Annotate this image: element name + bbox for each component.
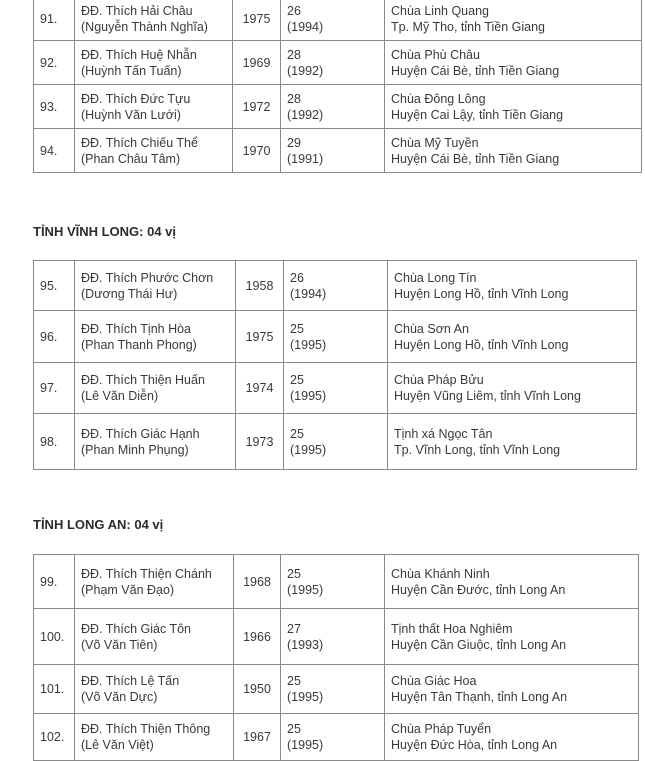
ordination-cell (281, 665, 385, 714)
birth-name: (Lê Văn Diễn) (81, 389, 159, 403)
temple-location: Tp. Mỹ Tho, tỉnh Tiền Giang (391, 19, 546, 34)
monk-name-cell (75, 311, 236, 363)
tien-giang-table (33, 0, 642, 173)
temple-location: Huyện Cái Bè, tỉnh Tiền Giang (391, 151, 560, 166)
age: 25 (287, 722, 301, 736)
row-number: 91. (34, 0, 75, 41)
vinh-long-heading: TỈNH VĨNH LONG: 04 vị (33, 224, 177, 239)
age: 28 (287, 47, 301, 62)
temple-cell (385, 85, 642, 129)
age: 25 (287, 566, 301, 581)
age: 29 (287, 135, 301, 150)
temple-name: Tịnh thất Hoa Nghiêm (391, 621, 513, 636)
ordination-year: (1993) (287, 637, 324, 652)
table-row (34, 129, 642, 173)
birth-name: (Phan Châu Tâm) (81, 151, 181, 166)
temple-location: Huyện Cần Giuộc, tỉnh Long An (391, 637, 567, 652)
dharma-name: ĐĐ. Thích Tịnh Hòa (81, 321, 192, 336)
dharma-name: ĐĐ. Thích Thiện Thông (81, 722, 211, 736)
row-number: 97. (34, 363, 75, 414)
table-row (34, 555, 639, 609)
birth-year: 1975 (236, 311, 284, 363)
temple-cell (388, 261, 637, 311)
birth-name: (Phan Minh Phụng) (81, 442, 189, 457)
temple-location: Huyện Cai Lậy, tỉnh Tiền Giang (391, 107, 564, 122)
age: 25 (290, 373, 304, 387)
row-number: 92. (34, 41, 75, 85)
ordination-year: (1994) (290, 286, 327, 301)
temple-cell (388, 414, 637, 470)
ordination-cell (284, 261, 388, 311)
row-number: 98. (34, 414, 75, 470)
ordination-cell (281, 0, 385, 41)
monk-name-cell (75, 0, 233, 41)
table-row (34, 41, 642, 85)
temple-cell (385, 129, 642, 173)
table-row (34, 665, 639, 714)
dharma-name: ĐĐ. Thích Hải Châu (81, 3, 193, 18)
row-number: 94. (34, 129, 75, 173)
birth-year: 1970 (233, 129, 281, 173)
temple-name: Chùa Đông Lông (391, 91, 486, 106)
row-number: 95. (34, 261, 75, 311)
ordination-year: (1995) (290, 389, 327, 403)
birth-year: 1967 (234, 714, 281, 761)
row-number: 101. (34, 665, 75, 714)
ordination-year: (1995) (290, 442, 327, 457)
table-row (34, 714, 639, 761)
birth-name: (Võ Văn Dực) (81, 690, 158, 704)
dharma-name: ĐĐ. Thích Giác Hạnh (81, 426, 200, 441)
birth-year: 1969 (233, 41, 281, 85)
ordination-year: (1992) (287, 63, 324, 78)
birth-name: (Phan Thanh Phong) (81, 337, 197, 352)
birth-name: (Huỳnh Văn Lưới) (81, 107, 181, 122)
ordination-cell (281, 609, 385, 665)
monk-name-cell (75, 609, 234, 665)
temple-location: Huyện Cái Bè, tỉnh Tiền Giang (391, 63, 560, 78)
dharma-name: ĐĐ. Thích Lệ Tấn (81, 674, 180, 688)
temple-name: Chùa Giác Hoa (391, 674, 477, 688)
table-row (34, 414, 637, 470)
temple-name: Tịnh xá Ngọc Tân (394, 426, 493, 441)
age: 27 (287, 621, 301, 636)
age: 28 (287, 91, 301, 106)
ordination-cell (284, 311, 388, 363)
ordination-cell (281, 555, 385, 609)
monk-name-cell (75, 363, 236, 414)
temple-location: Huyện Long Hồ, tỉnh Vĩnh Long (394, 286, 569, 301)
age: 26 (287, 3, 301, 18)
birth-name: (Võ Văn Tiên) (81, 637, 158, 652)
birth-year: 1973 (236, 414, 284, 470)
ordination-year: (1995) (290, 337, 327, 352)
table-row (34, 311, 637, 363)
temple-cell (385, 555, 639, 609)
temple-name: Chùa Long Tín (394, 270, 477, 285)
temple-cell (385, 714, 639, 761)
temple-name: Chùa Sơn An (394, 321, 469, 336)
temple-location: Huyện Vũng Liêm, tỉnh Vĩnh Long (394, 389, 581, 403)
monk-name-cell (75, 41, 233, 85)
ordination-cell (281, 85, 385, 129)
ordination-year: (1992) (287, 107, 324, 122)
temple-location: Huyện Long Hồ, tỉnh Vĩnh Long (394, 337, 569, 352)
vinh-long-table (33, 260, 637, 470)
row-number: 100. (34, 609, 75, 665)
ordination-year: (1995) (287, 738, 324, 752)
ordination-cell (281, 714, 385, 761)
dharma-name: ĐĐ. Thích Giác Tôn (81, 621, 191, 636)
dharma-name: ĐĐ. Thích Thiện Huấn (81, 373, 205, 387)
temple-cell (385, 0, 642, 41)
temple-cell (385, 41, 642, 85)
age: 25 (290, 426, 304, 441)
temple-cell (388, 311, 637, 363)
ordination-year: (1991) (287, 151, 324, 166)
birth-year: 1950 (234, 665, 281, 714)
ordination-year: (1995) (287, 690, 324, 704)
table-row (34, 609, 639, 665)
dharma-name: ĐĐ. Thích Huệ Nhẫn (81, 47, 197, 62)
temple-name: Chùa Mỹ Tuyền (391, 135, 479, 150)
birth-year: 1972 (233, 85, 281, 129)
monk-name-cell (75, 714, 234, 761)
temple-location: Huyện Đức Hòa, tỉnh Long An (391, 738, 558, 752)
monk-name-cell (75, 85, 233, 129)
birth-year: 1966 (234, 609, 281, 665)
monk-name-cell (75, 555, 234, 609)
birth-year: 1968 (234, 555, 281, 609)
long-an-heading: TỈNH LONG AN: 04 vị (33, 517, 164, 532)
temple-location: Huyện Tân Thạnh, tỉnh Long An (391, 690, 568, 704)
age: 25 (287, 674, 301, 688)
row-number: 102. (34, 714, 75, 761)
temple-cell (385, 665, 639, 714)
ordination-cell (281, 129, 385, 173)
birth-name: (Lê Văn Việt) (81, 738, 154, 752)
monk-name-cell (75, 665, 234, 714)
birth-name: (Dương Thái Hư) (81, 286, 178, 301)
temple-cell (385, 609, 639, 665)
temple-name: Chùa Phù Châu (391, 47, 480, 62)
birth-name: (Huỳnh Tấn Tuấn) (81, 63, 182, 78)
temple-name: Chùa Pháp Bửu (394, 373, 484, 387)
dharma-name: ĐĐ. Thích Thiện Chánh (81, 566, 212, 581)
row-number: 99. (34, 555, 75, 609)
temple-cell (388, 363, 637, 414)
birth-name: (Nguyễn Thành Nghĩa) (81, 19, 208, 34)
ordination-cell (284, 363, 388, 414)
birth-year: 1975 (233, 0, 281, 41)
dharma-name: ĐĐ. Thích Chiếu Thể (81, 135, 198, 150)
ordination-year: (1995) (287, 582, 324, 597)
dharma-name: ĐĐ. Thích Phước Chơn (81, 270, 214, 285)
monk-name-cell (75, 414, 236, 470)
dharma-name: ĐĐ. Thích Đức Tựu (81, 91, 191, 106)
row-number: 93. (34, 85, 75, 129)
row-number: 96. (34, 311, 75, 363)
birth-year: 1974 (236, 363, 284, 414)
birth-year: 1958 (236, 261, 284, 311)
age: 25 (290, 321, 304, 336)
birth-name: (Phạm Văn Đạo) (81, 582, 175, 597)
long-an-table (33, 554, 639, 761)
table-row (34, 363, 637, 414)
ordination-year: (1994) (287, 19, 324, 34)
temple-name: Chùa Khánh Ninh (391, 566, 490, 581)
temple-location: Tp. Vĩnh Long, tỉnh Vĩnh Long (394, 442, 561, 457)
temple-name: Chùa Pháp Tuyển (391, 722, 492, 736)
temple-name: Chùa Linh Quang (391, 3, 489, 18)
table-row (34, 261, 637, 311)
ordination-cell (281, 41, 385, 85)
age: 26 (290, 270, 304, 285)
monk-name-cell (75, 129, 233, 173)
temple-location: Huyện Cần Đước, tỉnh Long An (391, 582, 566, 597)
table-row (34, 85, 642, 129)
table-row (34, 0, 642, 41)
ordination-cell (284, 414, 388, 470)
monk-name-cell (75, 261, 236, 311)
